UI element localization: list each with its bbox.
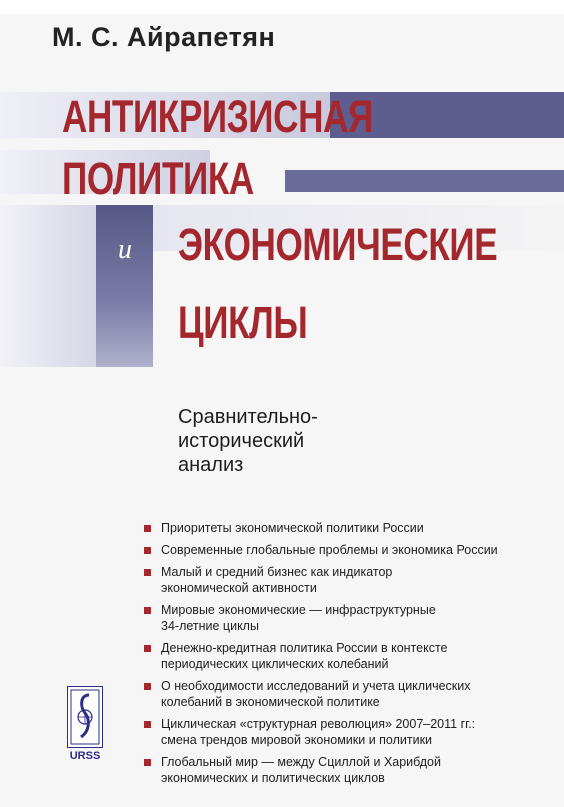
list-item-text: Мировые экономические — инфраструктурные xyxy=(161,603,436,617)
list-item-text: колебаний в экономической политике xyxy=(161,695,380,709)
list-item-text: Денежно-кредитная политика России в контексте xyxy=(161,641,448,655)
decor-vertical-light xyxy=(0,205,96,367)
list-item-text: периодических циклических колебаний xyxy=(161,657,389,671)
title-line-3: ЭКОНОМИЧЕСКИЕ xyxy=(178,219,498,270)
list-item-text: экономических и политических циклов xyxy=(161,771,385,785)
list-item-text: Приоритеты экономической политики России xyxy=(161,521,424,535)
square-bullet-icon xyxy=(144,525,151,532)
list-item-text: Циклическая «структурная революция» 2007–2011 гг.: xyxy=(161,717,476,731)
list-item-text: Современные глобальные проблемы и экономика России xyxy=(161,543,498,557)
title-line-4: ЦИКЛЫ xyxy=(178,297,308,348)
subtitle xyxy=(178,405,318,477)
topics-list xyxy=(144,520,544,792)
title-line-2: ПОЛИТИКА xyxy=(62,153,254,204)
publisher-name: URSS xyxy=(69,750,101,762)
subtitle-line: Сравнительно- xyxy=(178,406,318,428)
square-bullet-icon xyxy=(144,569,151,576)
list-item xyxy=(144,564,544,596)
list-item xyxy=(144,542,544,558)
list-item xyxy=(144,602,544,634)
square-bullet-icon xyxy=(144,645,151,652)
list-item-text: О необходимости исследований и учета циклических xyxy=(161,679,471,693)
square-bullet-icon xyxy=(144,683,151,690)
square-bullet-icon xyxy=(144,547,151,554)
list-item-text: Глобальный мир — между Сциллой и Харибдой xyxy=(161,755,441,769)
decor-bar-mid-dark xyxy=(285,170,564,192)
list-item-text: Малый и средний бизнес как индикатор xyxy=(161,565,393,579)
square-bullet-icon xyxy=(144,759,151,766)
top-band xyxy=(0,0,564,14)
list-item xyxy=(144,678,544,710)
subtitle-line: исторический xyxy=(178,430,305,452)
list-item xyxy=(144,716,544,748)
title-conjunction: и xyxy=(118,234,132,265)
title-line-1: АНТИКРИЗИСНАЯ xyxy=(62,91,373,142)
list-item-text: 34-летние циклы xyxy=(161,619,259,633)
list-item-text: смена трендов мировой экономики и политики xyxy=(161,733,433,747)
author-name: М. С. Айрапетян xyxy=(52,22,276,52)
list-item-text: экономической активности xyxy=(161,581,317,595)
square-bullet-icon xyxy=(144,721,151,728)
list-item xyxy=(144,520,544,536)
decor-vertical-block xyxy=(96,205,153,367)
square-bullet-icon xyxy=(144,607,151,614)
subtitle-line: анализ xyxy=(178,454,244,476)
list-item xyxy=(144,754,544,786)
urss-logo-icon xyxy=(67,686,103,748)
list-item xyxy=(144,640,544,672)
